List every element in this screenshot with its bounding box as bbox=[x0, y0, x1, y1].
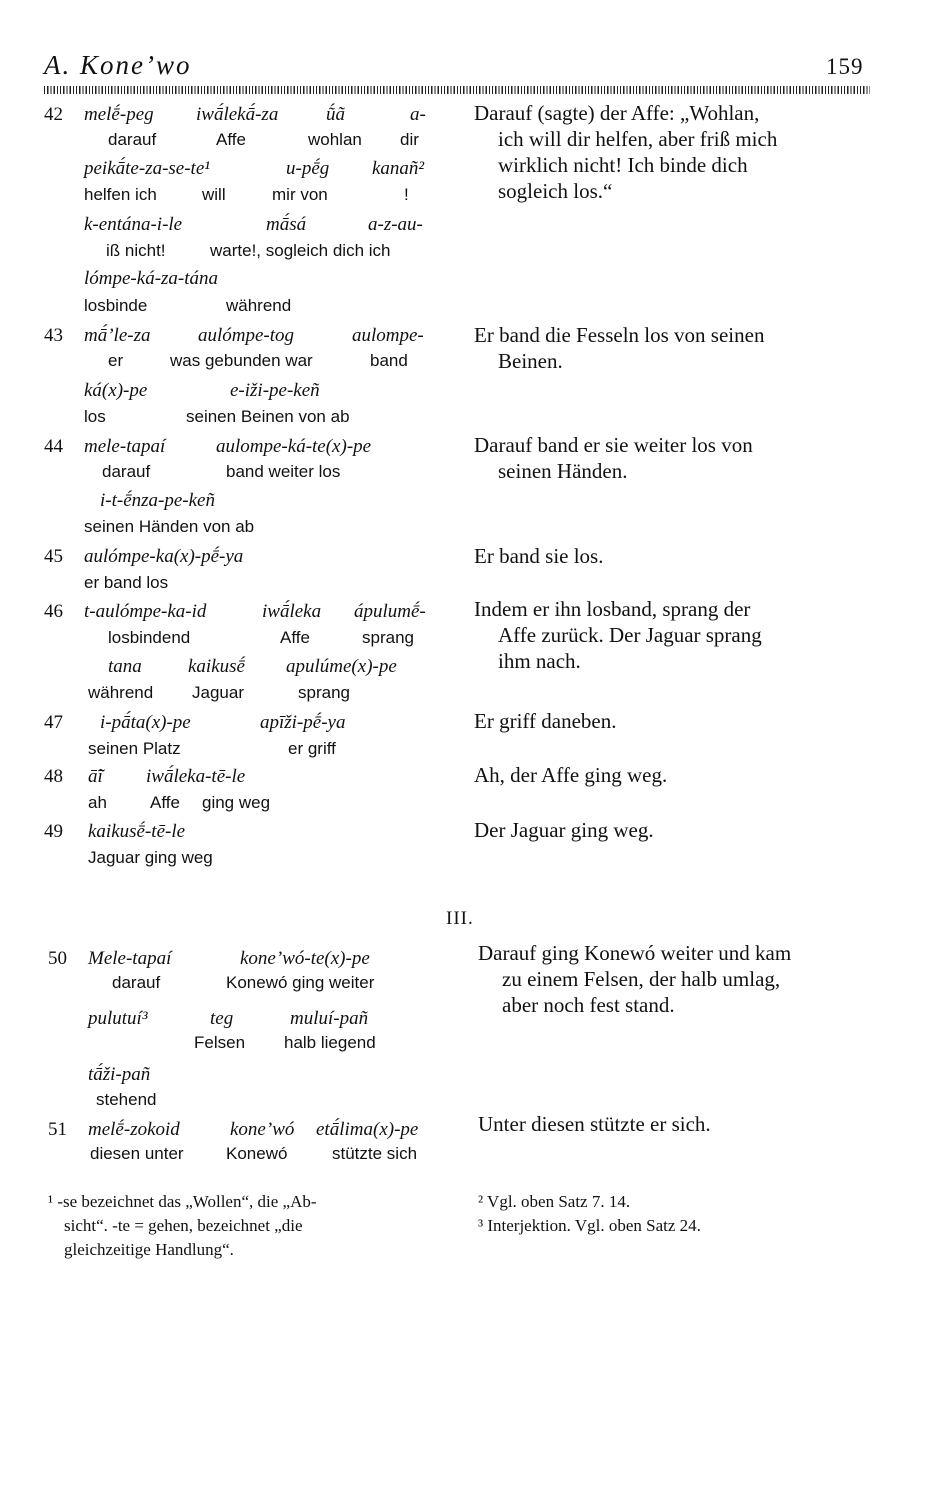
sentence-number: 48 bbox=[44, 766, 63, 787]
translation-line: ihm nach. bbox=[498, 649, 581, 673]
translation-line: sogleich los.“ bbox=[498, 179, 613, 203]
transcription-word: etā́lima(x)-pe bbox=[316, 1119, 419, 1140]
gloss-word: sprang bbox=[362, 628, 414, 647]
gloss-word: stehend bbox=[96, 1090, 157, 1109]
gloss-word: Jaguar ging weg bbox=[88, 848, 213, 867]
footnote-line: gleichzeitige Handlung“. bbox=[64, 1240, 234, 1259]
gloss-word: seinen Beinen von ab bbox=[186, 407, 350, 426]
transcription-word: teg bbox=[210, 1008, 234, 1029]
gloss-word: band bbox=[370, 351, 408, 370]
translation bbox=[474, 100, 874, 204]
gloss-word: will bbox=[202, 185, 226, 204]
gloss-word: darauf bbox=[102, 462, 151, 481]
translation-line: aber noch fest stand. bbox=[502, 993, 675, 1017]
translation-line: Darauf band er sie weiter los von bbox=[474, 433, 753, 457]
transcription-word: apīži-pḗ-ya bbox=[260, 712, 346, 733]
section-heading: III. bbox=[446, 908, 474, 929]
transcription-word: iwā́leka bbox=[262, 601, 322, 622]
gloss-word: was gebunden war bbox=[170, 351, 313, 370]
sentence-number: 44 bbox=[44, 436, 63, 457]
translation-line: Darauf ging Konewó weiter und kam bbox=[478, 941, 792, 965]
sentence-number: 46 bbox=[44, 601, 63, 622]
transcription-word: aulompe-ká-te(x)-pe bbox=[216, 436, 372, 457]
transcription-word: k-entána-i-le bbox=[84, 214, 183, 235]
gloss-word: diesen unter bbox=[90, 1144, 184, 1163]
gloss-word: seinen Händen von ab bbox=[84, 517, 255, 536]
transcription-word: pulutuí³ bbox=[88, 1008, 148, 1029]
footnote-line: ³ Interjektion. Vgl. oben Satz 24. bbox=[478, 1216, 701, 1235]
sentence-number: 50 bbox=[48, 948, 67, 969]
translation bbox=[474, 543, 874, 569]
translation bbox=[478, 1111, 878, 1137]
transcription-word: kanañ² bbox=[372, 158, 425, 179]
transcription-word: mā́sá bbox=[266, 214, 307, 235]
running-head-title: A. Kone’wo bbox=[44, 50, 192, 80]
gloss-word: Affe bbox=[280, 628, 310, 647]
sentence-number: 49 bbox=[44, 821, 63, 842]
transcription-word: iwā́lekā́-za bbox=[196, 104, 279, 125]
gloss-word: Affe bbox=[216, 130, 246, 149]
transcription-word: i-t-ḗnza-pe-keñ bbox=[100, 490, 215, 511]
gloss-word: dir bbox=[400, 130, 419, 149]
gloss-word: er band los bbox=[84, 573, 169, 592]
transcription-word: a- bbox=[410, 104, 426, 125]
translation bbox=[474, 322, 874, 374]
footnote-right bbox=[478, 1190, 878, 1238]
translation-line: Er band sie los. bbox=[474, 544, 604, 568]
sentence-number: 47 bbox=[44, 712, 63, 733]
transcription-word: aulómpe-tog bbox=[198, 325, 295, 346]
transcription-word: muluí-pañ bbox=[290, 1008, 369, 1029]
transcription-word: kone’wó-te(x)-pe bbox=[240, 948, 370, 969]
gloss-word: ging weg bbox=[202, 793, 271, 812]
transcription-word: e-iži-pe-keñ bbox=[230, 380, 320, 401]
gloss-word: seinen Platz bbox=[88, 739, 181, 758]
gloss-word: er griff bbox=[288, 739, 336, 758]
gloss-word: mir von bbox=[272, 185, 328, 204]
transcription-word: kone’wó bbox=[230, 1119, 295, 1140]
gloss-word: losbindend bbox=[108, 628, 191, 647]
footnote-line: ² Vgl. oben Satz 7. 14. bbox=[478, 1192, 631, 1211]
gloss-word: losbinde bbox=[84, 296, 148, 315]
gloss-word: band weiter los bbox=[226, 462, 341, 481]
transcription-word: ápulumḗ- bbox=[354, 601, 426, 622]
transcription-word: i-pā́ta(x)-pe bbox=[100, 712, 191, 733]
transcription-word: ká(x)-pe bbox=[84, 380, 148, 401]
transcription-word: aulompe- bbox=[352, 325, 424, 346]
translation-line: Ah, der Affe ging weg. bbox=[474, 763, 668, 787]
translation bbox=[474, 432, 874, 484]
footnote-line: ¹ -se bezeichnet das „Wollen“, die „Ab- bbox=[48, 1192, 317, 1211]
page-number: 159 bbox=[826, 54, 864, 79]
translation-line: Indem er ihn losband, sprang der bbox=[474, 597, 751, 621]
transcription-word: a-z-au- bbox=[368, 214, 423, 235]
gloss-word: Affe bbox=[150, 793, 180, 812]
translation-line: Er band die Fesseln los von seinen bbox=[474, 323, 765, 347]
gloss-word: er bbox=[108, 351, 124, 370]
gloss-word: halb liegend bbox=[284, 1033, 376, 1052]
gloss-word: helfen ich bbox=[84, 185, 157, 204]
translation-line: Affe zurück. Der Jaguar sprang bbox=[498, 623, 762, 647]
translation-line: Darauf (sagte) der Affe: „Wohlan, bbox=[474, 101, 760, 125]
gloss-word: darauf bbox=[112, 973, 161, 992]
transcription-word: melḗ-zokoid bbox=[88, 1119, 180, 1140]
gloss-word: während bbox=[88, 683, 154, 702]
translation-line: ich will dir helfen, aber friß mich bbox=[498, 127, 778, 151]
translation-line: Er griff daneben. bbox=[474, 709, 617, 733]
transcription-word: ā̃ī bbox=[88, 766, 103, 787]
gloss-word: Jaguar bbox=[192, 683, 244, 702]
transcription-word: apulúme(x)-pe bbox=[286, 656, 397, 677]
transcription-word: t-aulómpe-ka-id bbox=[84, 601, 207, 622]
sentence-number: 42 bbox=[44, 104, 63, 125]
footnote-left bbox=[48, 1190, 453, 1262]
transcription-word: ṹã bbox=[326, 104, 345, 125]
gloss-word: darauf bbox=[108, 130, 157, 149]
gloss-word: sprang bbox=[298, 683, 350, 702]
gloss-word: los bbox=[84, 407, 106, 426]
transcription-word: tā́ži-pañ bbox=[88, 1064, 151, 1085]
gloss-word: Konewó bbox=[226, 1144, 288, 1163]
transcription-word: iwā́leka-tē-le bbox=[146, 766, 246, 787]
translation-line: wirklich nicht! Ich binde dich bbox=[498, 153, 748, 177]
translation bbox=[474, 708, 874, 734]
gloss-word: Felsen bbox=[194, 1033, 246, 1052]
gloss-word: ! bbox=[404, 185, 409, 204]
footnote-line: sicht“. -te = gehen, bezeichnet „die bbox=[64, 1216, 303, 1235]
gloss-word: iß nicht! bbox=[106, 241, 166, 260]
translation bbox=[474, 762, 874, 788]
transcription-word: mele-tapaí bbox=[84, 436, 166, 457]
transcription-word: kaikusḗ bbox=[188, 656, 245, 677]
gloss-word: während bbox=[226, 296, 292, 315]
gloss-word: Konewó ging weiter bbox=[226, 973, 375, 992]
translation bbox=[474, 817, 874, 843]
transcription-word: lómpe-ká-za-tána bbox=[84, 268, 219, 289]
transcription-word: kaikusḗ-tē-le bbox=[88, 821, 186, 842]
translation-line: Der Jaguar ging weg. bbox=[474, 818, 654, 842]
transcription-word: u-pḗg bbox=[286, 158, 330, 179]
gloss-word: ah bbox=[88, 793, 107, 812]
transcription-word: peikā́te-za-se-te¹ bbox=[84, 158, 210, 179]
translation bbox=[474, 596, 874, 674]
transcription-word: mā́’le-za bbox=[84, 325, 151, 346]
transcription-word: tana bbox=[108, 656, 142, 677]
translation-line: zu einem Felsen, der halb umlag, bbox=[502, 967, 781, 991]
transcription-word: aulómpe-ka(x)-pḗ-ya bbox=[84, 546, 244, 567]
transcription-word: melḗ-peg bbox=[84, 104, 154, 125]
transcription-word: Mele-tapaí bbox=[88, 948, 172, 969]
translation-line: seinen Händen. bbox=[498, 459, 628, 483]
translation-line: Beinen. bbox=[498, 349, 563, 373]
sentence-number: 43 bbox=[44, 325, 63, 346]
translation-line: Unter diesen stützte er sich. bbox=[478, 1112, 711, 1136]
gloss-word: stützte sich bbox=[332, 1144, 418, 1163]
header-rule bbox=[44, 86, 870, 94]
translation bbox=[478, 940, 878, 1018]
gloss-word: wohlan bbox=[308, 130, 362, 149]
sentence-number: 45 bbox=[44, 546, 63, 567]
gloss-word: warte!, sogleich dich ich bbox=[210, 241, 391, 260]
sentence-number: 51 bbox=[48, 1119, 67, 1140]
